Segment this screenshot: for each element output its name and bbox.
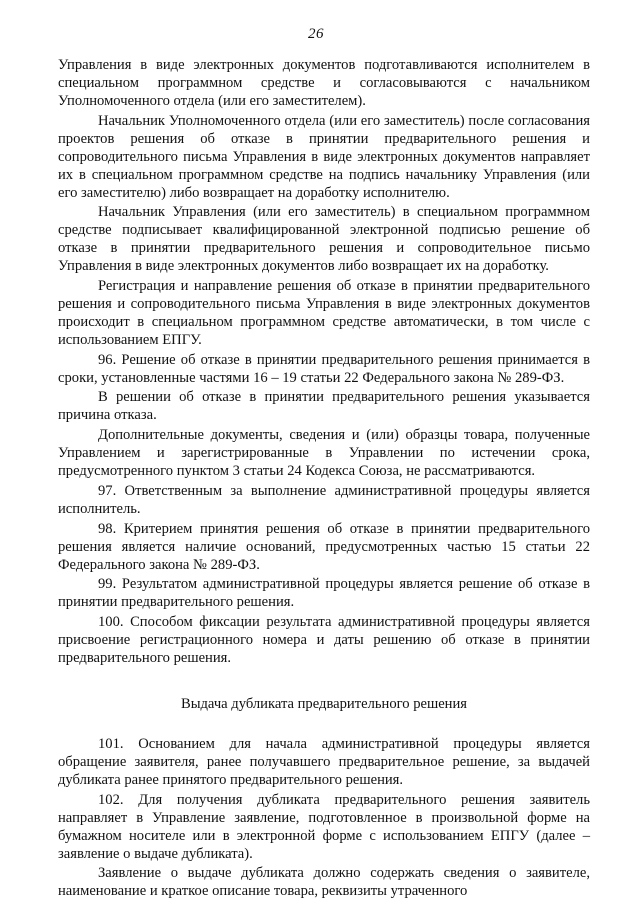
section-heading: Выдача дубликата предварительного решения <box>180 695 468 712</box>
paragraph: Регистрация и направление решения об отказе в принятии предварительного решения и сопроводительного письма Управления в виде электронных документов происходит в специальном программном средстве автоматически, в том числе с использованием ЕПГУ. <box>58 278 590 349</box>
paragraph: Управления в виде электронных документов подготавливаются исполнителем в специальном программном средстве и согласовываются с начальником Уполномоченного отдела (или его заместителем). <box>58 57 590 109</box>
paragraph: Дополнительные документы, сведения и (или) образцы товара, полученные Управлением и зарегистрированные в Управлении по истечении срока, предусмотренного пунктом 3 статьи 24 Кодекса Союза, не рассматриваются. <box>58 427 590 480</box>
paragraph-item-98: 98. Критерием принятия решения об отказе в принятии предварительного решения является наличие оснований, предусмотренных частью 15 статьи 22 Федерального закона № 289-ФЗ. <box>58 520 590 573</box>
paragraph-item-97: 97. Ответственным за выполнение административной процедуры является исполнитель. <box>58 482 590 517</box>
page-number: 26 <box>308 26 324 42</box>
document-body <box>58 56 590 902</box>
paragraph: Начальник Управления (или его заместитель) в специальном программном средстве подписывает квалифицированной электронной подписью решение об отказе в принятии предварительного решения и сопроводительное письмо Управления в виде электронных документов либо возвращает их на доработку. <box>58 204 590 275</box>
paragraph: Начальник Уполномоченного отдела (или его заместитель) после согласования проектов решения об отказе в принятии предварительного решения и сопроводительного письма Управления в виде электронных документов направляет их в специальном программном средстве на подпись начальнику Управления (или его заместителю) либо возвращает на доработку исполнителю. <box>58 112 590 201</box>
paragraph: Заявление о выдаче дубликата должно содержать сведения о заявителе, наименование и краткое описание товара, реквизиты утраченного <box>58 865 590 900</box>
paragraph-item-96: 96. Решение об отказе в принятии предварительного решения принимается в сроки, установленные частями 16 – 19 статьи 22 Федерального закона № 289-ФЗ. <box>58 351 590 386</box>
paragraph-item-99: 99. Результатом административной процедуры является решение об отказе в принятии предварительного решения. <box>58 576 590 611</box>
paragraph-item-100: 100. Способом фиксации результата административной процедуры является присвоение регистрационного номера и даты решению об отказе в принятии предварительного решения. <box>58 613 590 666</box>
paragraph-item-102: 102. Для получения дубликата предварительного решения заявитель направляет в Управление заявление, подготовленное в произвольной форме на бумажном носителе или в электронной форме с использованием ЕПГУ (далее – заявление о выдаче дубликата). <box>58 791 590 862</box>
paragraph-item-101: 101. Основанием для начала административной процедуры является обращение заявителя, ранее получавшего предварительное решение, за выдачей дубликата ранее принятого предварительного решения. <box>58 735 590 788</box>
paragraph: В решении об отказе в принятии предварительного решения указывается причина отказа. <box>58 389 590 424</box>
